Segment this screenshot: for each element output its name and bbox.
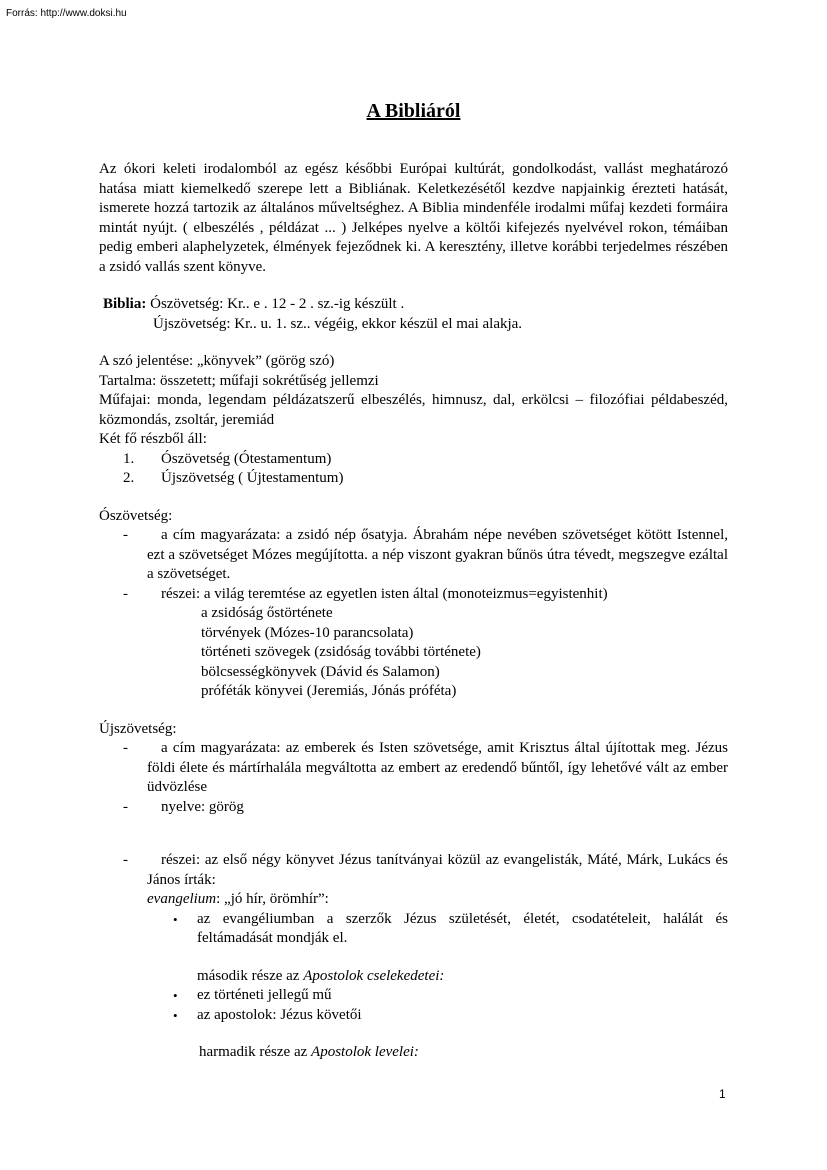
third-part-title: Apostolok levelei: bbox=[311, 1044, 419, 1060]
title-explanation: a cím magyarázata: a zsidó nép ősatyja. Ábrahám népe nevében szövetséget kötött Istennel, ezt a szövetséget Mózes megújította. a nép viszont gyakran bűnös útra tévedt, megszegve ezáltal a szövetséget. bbox=[147, 527, 728, 582]
third-part-prefix: harmadik része az bbox=[199, 1044, 312, 1060]
evangelium-definition bbox=[99, 890, 728, 910]
info-meaning: A szó jelentése: „könyvek” (görög szó) bbox=[99, 353, 335, 369]
dash-marker: - bbox=[123, 585, 128, 602]
page-title: A Bibliáról bbox=[366, 100, 461, 122]
list-item bbox=[99, 469, 728, 489]
new-testament-section bbox=[99, 720, 728, 1063]
list-text: Újszövetség ( Újtestamentum) bbox=[161, 470, 344, 486]
list-item bbox=[99, 450, 728, 470]
document-body bbox=[99, 160, 728, 1063]
biblia-old-text: Ószövetség: Kr.. e . 12 - 2 . sz.-ig készült . bbox=[146, 296, 405, 312]
biblia-label: Biblia: bbox=[103, 296, 147, 312]
section-heading: Újszövetség: bbox=[99, 720, 177, 737]
title-explanation: a cím magyarázata: az emberek és Isten szövetsége, amit Krisztus által újítottak meg. Jézus földi élete és mártírhalála megváltotta az embert az eredendő bűntől, így lehetővé vált az ember üdvözlése bbox=[147, 740, 728, 795]
parts-intro: részei: az első négy könyvet Jézus tanítványai közül az evangelisták, Máté, Márk, Lukács és János írták: bbox=[147, 852, 728, 888]
intro-text: Az ókori keleti irodalomból az egész későbbi Európai kultúrát, gondolkodást, vallást meghatározó hatása miatt kiemelkedő szerepe lett a Bibliának. Keletkezésétől kezdve napjainkig érezteti hatását, ismerete hozzá tartozik az általános műveltséghez. A Biblia mindenféle irodalmi műfaj kezdeti formáira mintát nyújt. ( elbeszélés , példázat ... ) Jelképes nyelve a költői kifejezés nyelvével rokon, témáiban pedig emberi alaphelyzetek, élmények fejeződnek ki. A keresztény, illetve korábbi terjedelmes részében a zsidó vallás szent könyve. bbox=[99, 161, 728, 275]
info-block bbox=[99, 352, 728, 489]
second-part-prefix: második része az bbox=[197, 967, 304, 984]
parts-intro: részei: a világ teremtése az egyetlen isten által (monoteizmus=egyistenhit) bbox=[161, 585, 608, 602]
biblia-old-row bbox=[103, 295, 728, 315]
second-part-title: Apostolok cselekedetei: bbox=[303, 967, 445, 984]
list-item bbox=[99, 910, 728, 949]
dash-marker: - bbox=[123, 798, 128, 815]
list-item bbox=[99, 526, 728, 585]
intro-paragraph bbox=[99, 160, 728, 277]
list-item bbox=[99, 1006, 728, 1026]
list-item bbox=[99, 986, 728, 1006]
list-item bbox=[99, 585, 728, 605]
sub-item: történeti szövegek (zsidóság további története) bbox=[201, 644, 481, 660]
list-item bbox=[99, 851, 728, 890]
list-item bbox=[99, 798, 728, 818]
list-text: Ószövetség (Ótestamentum) bbox=[161, 450, 332, 467]
bullet-marker: • bbox=[173, 1007, 178, 1023]
sub-item: törvények (Mózes-10 parancsolata) bbox=[201, 624, 414, 641]
sub-item: próféták könyvei (Jeremiás, Jónás próféta) bbox=[201, 683, 457, 699]
info-parts: Két fő részből áll: bbox=[99, 431, 207, 447]
old-testament-section bbox=[99, 507, 728, 702]
bullet-marker: • bbox=[173, 988, 178, 1003]
bullet-marker: • bbox=[173, 911, 178, 927]
acts-text: az apostolok: Jézus követői bbox=[197, 1006, 362, 1023]
parts-list bbox=[99, 450, 728, 489]
language-text: nyelve: görög bbox=[161, 798, 244, 815]
dash-marker: - bbox=[123, 740, 128, 756]
list-item bbox=[99, 739, 728, 798]
second-part bbox=[99, 967, 728, 987]
list-number: 1. bbox=[123, 450, 135, 467]
page-number: 1 bbox=[719, 1087, 726, 1101]
biblia-new-text: Újszövetség: Kr.. u. 1. sz.. végéig, ekkor készül el mai alakja. bbox=[153, 315, 523, 332]
info-content: Tartalma: összetett; műfaji sokrétűség jellemzi bbox=[99, 372, 379, 389]
list-number: 2. bbox=[123, 470, 135, 486]
acts-text: ez történeti jellegű mű bbox=[197, 987, 332, 1003]
sub-item: a zsidóság őstörténete bbox=[201, 605, 333, 621]
dash-marker: - bbox=[123, 852, 128, 868]
sub-item: bölcsességkönyvek (Dávid és Salamon) bbox=[201, 663, 440, 680]
biblia-dates bbox=[99, 295, 728, 334]
section-heading: Ószövetség: bbox=[99, 507, 173, 524]
evangelium-def: : „jó hír, örömhír”: bbox=[216, 891, 329, 907]
gospel-text: az evangéliumban a szerzők Jézus születését, életét, csodatételeit, halálát és feltámadását mondják el. bbox=[197, 910, 728, 946]
dash-marker: - bbox=[123, 527, 128, 543]
evangelium-term: evangelium bbox=[147, 891, 217, 907]
info-genres: Műfajai: monda, legendam példázatszerű elbeszélés, himnusz, dal, erkölcsi – filozófiai példabeszéd, közmondás, zsoltár, jeremiád bbox=[99, 392, 728, 428]
third-part bbox=[99, 1043, 728, 1063]
source-url: Forrás: http://www.doksi.hu bbox=[6, 8, 127, 19]
